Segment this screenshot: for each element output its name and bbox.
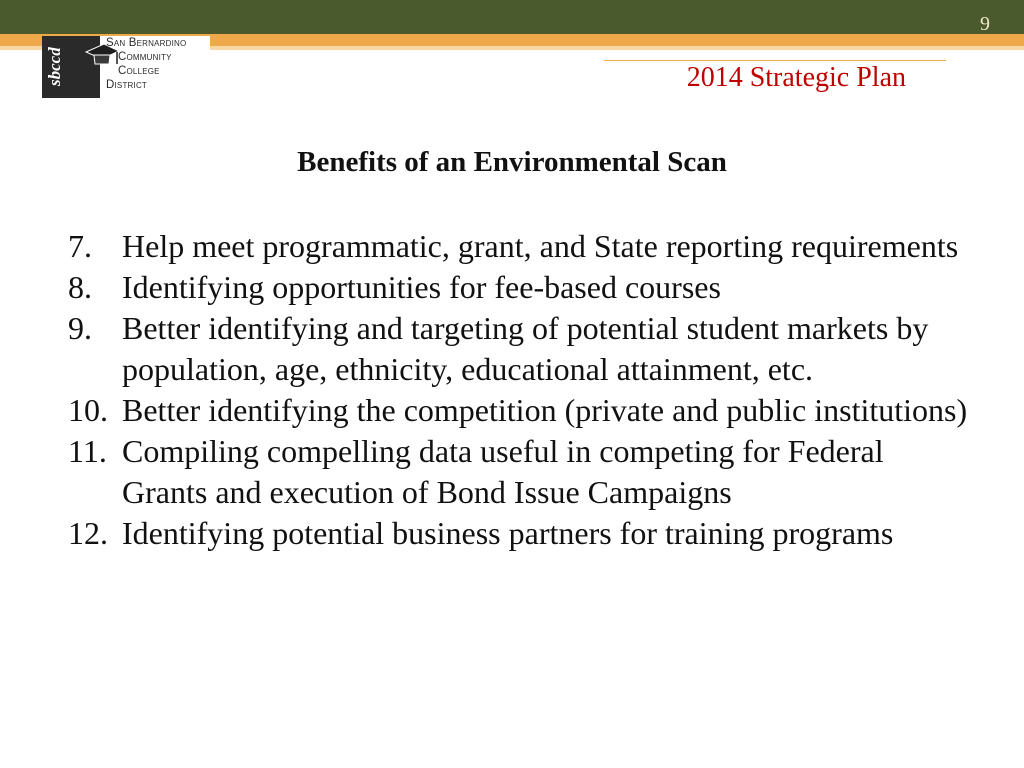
logo-line: College [118,65,160,77]
list-item [68,513,968,554]
list-item-text: Identifying opportunities for fee-based courses [122,269,721,305]
list-item [68,308,968,390]
list-item-text: Compiling compelling data useful in competing for Federal Grants and execution of Bond Issue Campaigns [122,433,884,510]
logo-wordmark [106,36,186,92]
benefits-list [68,226,968,554]
list-item-number: 11. [68,433,107,469]
page-number: 9 [980,13,990,35]
list-item-text: Better identifying and targeting of potential student markets by population, age, ethnicity, educational attainment, etc. [122,310,929,387]
logo-line: Community [118,51,172,63]
district-logo [42,36,210,98]
list-item-number: 8. [68,269,92,305]
list-item [68,390,968,431]
list-item-number: 9. [68,310,92,346]
slide-title: Benefits of an Environmental Scan [297,146,727,178]
list-item-number: 12. [68,515,108,551]
logo-line: District [106,79,148,91]
list-item [68,226,968,267]
decorative-line [604,60,946,61]
list-item-number: 10. [68,392,108,428]
plan-title: 2014 Strategic Plan [686,62,906,93]
logo-badge-text: sbccd [45,47,64,87]
logo-line: San Bernardino [106,37,187,49]
list-item-text: Identifying potential business partners for training programs [122,515,894,551]
list-item [68,431,968,513]
decorative-line [612,56,950,58]
list-item-text: Better identifying the competition (private and public institutions) [122,392,968,428]
header-band [0,0,1024,34]
list-item [68,267,968,308]
list-item-text: Help meet programmatic, grant, and State reporting requirements [122,228,959,264]
list-item-number: 7. [68,228,92,264]
